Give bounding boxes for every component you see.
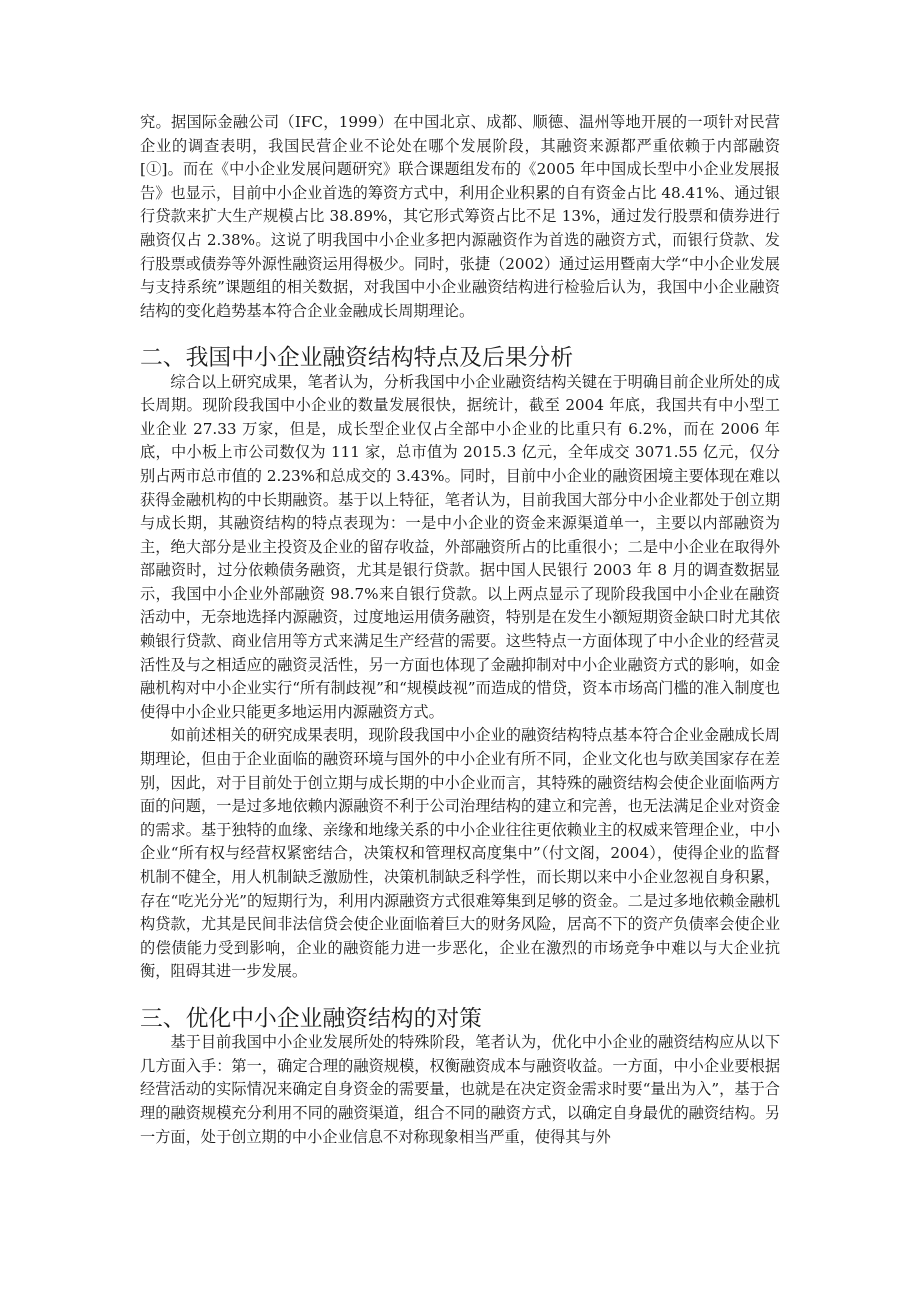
paragraph-section-3-a: 基于目前我国中小企业发展所处的特殊阶段，笔者认为，优化中小企业的融资结构应从以下几方面入手：第一，确定合理的融资规模，权衡融资成本与融资收益。一方面，中小企业要根据经营活动的实际情况来确定自身资金的需要量，也就是在决定资金需求时要“量出为入”，基于合理的融资规模充分利用不同的融资渠道，组合不同的融资方式，以确定自身最优的融资结构。另一方面，处于创立期的中小企业信息不对称现象相当严重，使得其与外 [140,1033,780,1146]
paragraph-gap [140,323,780,347]
paragraph-section-2-a: 综合以上研究成果，笔者认为，分析我国中小企业融资结构关键在于明确目前企业所处的成长周期。现阶段我国中小企业的数量发展很快，据统计，截至 2004 年底，我国共有中小型工业企业 27.33 万家，但是，成长型企业仅占全部中小企业的比重只有 6.2%，而在 2006 年底，中小板上市公司数仅为 111 家，总市值为 2015.3 亿元，全年成交 3071.55 亿元，仅分别占两市总市值的 2.23%和总成交的 3.43%。同时，目前中小企业的融资困境主要体现在难以获得金融机构的中长期融资。基于以上特征，笔者认为，目前我国大部分中小企业都处于创立期与成长期，其融资结构的特点表现为：一是中小企业的资金来源渠道单一，主要以内部融资为主，绝大部分是业主投资及企业的留存收益，外部融资所占的比重很小；二是中小企业在取得外部融资时，过分依赖债务融资，尤其是银行贷款。据中国人民银行 2003 年 8 月的调查数据显示，我国中小企业外部融资 98.7%来自银行贷款。以上两点显示了现阶段我国中小企业在融资活动中，无奈地选择内源融资，过度地运用债务融资，特别是在发生小额短期资金缺口时尤其依赖银行贷款、商业信用等方式来满足生产经营的需要。这些特点一方面体现了中小企业的经营灵活性及与之相适应的融资灵活性，另一方面也体现了金融抑制对中小企业融资方式的影响，如金融机构对中小企业实行“所有制歧视”和“规模歧视”而造成的惜贷，资本市场高门槛的准入制度也使得中小企业只能更多地运用内源融资方式。 [140,372,780,721]
paragraph-section-2-b: 如前述相关的研究成果表明，现阶段我国中小企业的融资结构特点基本符合企业金融成长周期理论，但由于企业面临的融资环境与国外的中小企业有所不同，企业文化也与欧美国家存在差别，因此，对于目前处于创立期与成长期的中小企业而言，其特殊的融资结构会使企业面临两方面的问题，一是过多地依赖内源融资不利于公司治理结构的建立和完善，也无法满足企业对资金的需求。基于独特的血缘、亲缘和地缘关系的中小企业往往更依赖业主的权威来管理企业，中小企业“所有权与经营权紧密结合，决策权和管理权高度集中”（付文阁，2004），使得企业的监督机制不健全，用人机制缺乏激励性，决策机制缺乏科学性，而长期以来中小企业忽视自身积累，存在“吃光分光”的短期行为，利用内源融资方式很难筹集到足够的资金。二是过多地依赖金融机构贷款，尤其是民间非法信贷会使企业面临着巨大的财务风险，居高不下的资产负债率会使企业的偿债能力受到影响，企业的融资能力进一步恶化，企业在激烈的市场竞争中难以与大企业抗衡，阻碍其进一步发展。 [140,726,780,981]
section-heading-2: 二、我国中小企业融资结构特点及后果分析 [140,344,574,371]
section-heading-3: 三、优化中小企业融资结构的对策 [140,1005,482,1032]
document-page [140,111,780,1149]
paragraph-gap [140,984,780,1008]
paragraph-intro-continuation: 究。据国际金融公司（IFC，1999）在中国北京、成都、顺德、温州等地开展的一项针对民营企业的调查表明，我国民营企业不论处在哪个发展阶段，其融资来源都严重依赖于内部融资 [①]。而在《中小企业发展问题研究》联合课题组发布的《2005 年中国成长型中小企业发展报告》也显示，目前中小企业首选的筹资方式中，利用企业积累的自有资金占比 48.41%、通过银行贷款来扩大生产规模占比 38.89%，其它形式筹资占比不足 13%，通过发行股票和债券进行融资仅占 2.38%。这说了明我国中小企业多把内源融资作为首选的融资方式，而银行贷款、发行股票或债券等外源性融资运用得极少。同时，张捷（2002）通过运用暨南大学“中小企业发展与支持系统”课题组的相关数据，对我国中小企业融资结构进行检验后认为，我国中小企业融资结构的变化趋势基本符合企业金融成长周期理论。 [140,113,780,320]
